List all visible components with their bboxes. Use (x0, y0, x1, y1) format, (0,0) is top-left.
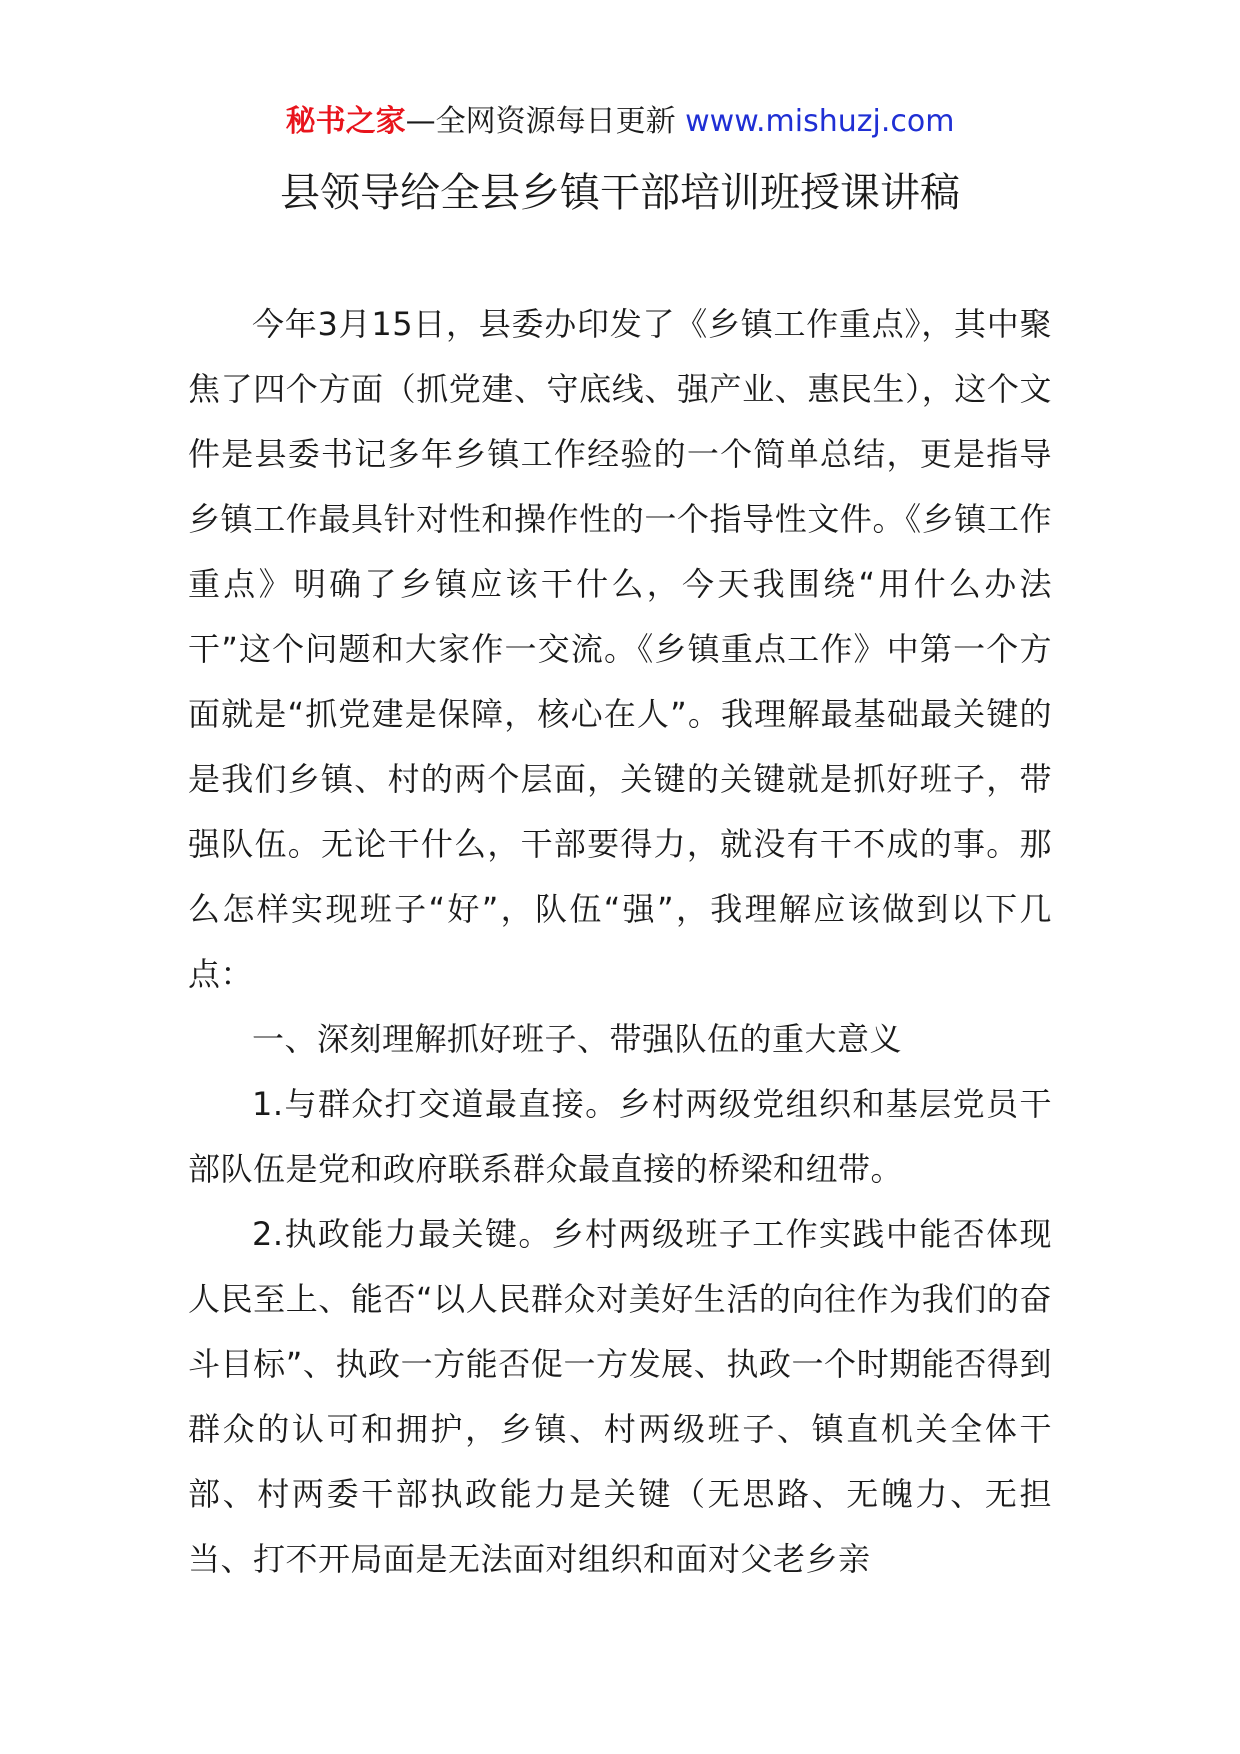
paragraph-point-2: 2.执政能力最关键。乡村两级班子工作实践中能否体现人民至上、能否“以人民群众对美好生活的向往作为我们的奋斗目标”、执政一方能否促一方发展、执政一个时期能否得到群众的认可和拥护，乡镇、村两级班子、镇直机关全体干部、村两委干部执政能力是关键（无思路、无魄力、无担当、打不开局面是无法面对组织和面对父老乡亲 (188, 1215, 1052, 1578)
site-url-link[interactable]: www.mishuzj.com (685, 104, 955, 139)
paragraph-point-1: 1.与群众打交道最直接。乡村两级党组织和基层党员干部队伍是党和政府联系群众最直接的桥梁和纽带。 (188, 1085, 1052, 1188)
paragraph-intro: 今年3月15日，县委办印发了《乡镇工作重点》，其中聚焦了四个方面（抓党建、守底线、强产业、惠民生），这个文件是县委书记多年乡镇工作经验的一个简单总结，更是指导乡镇工作最具针对性和操作性的一个指导性文件。《乡镇工作重点》明确了乡镇应该干什么，今天我围绕“用什么办法干”这个问题和大家作一交流。《乡镇重点工作》中第一个方面就是“抓党建是保障，核心在人”。我理解最基础最关键的是我们乡镇、村的两个层面，关键的关键就是抓好班子，带强队伍。无论干什么，干部要得力，就没有干不成的事。那么怎样实现班子“好”，队伍“强”，我理解应该做到以下几点： (188, 305, 1052, 993)
site-brand: 秘书之家 (285, 104, 406, 139)
document-title: 县领导给全县乡镇干部培训班授课讲稿 (280, 170, 960, 216)
document-body (188, 292, 1052, 1592)
site-tagline: —全网资源每日更新 (405, 104, 686, 139)
section-heading-1: 一、深刻理解抓好班子、带强队伍的重大意义 (252, 1020, 903, 1058)
site-header (0, 100, 1240, 144)
